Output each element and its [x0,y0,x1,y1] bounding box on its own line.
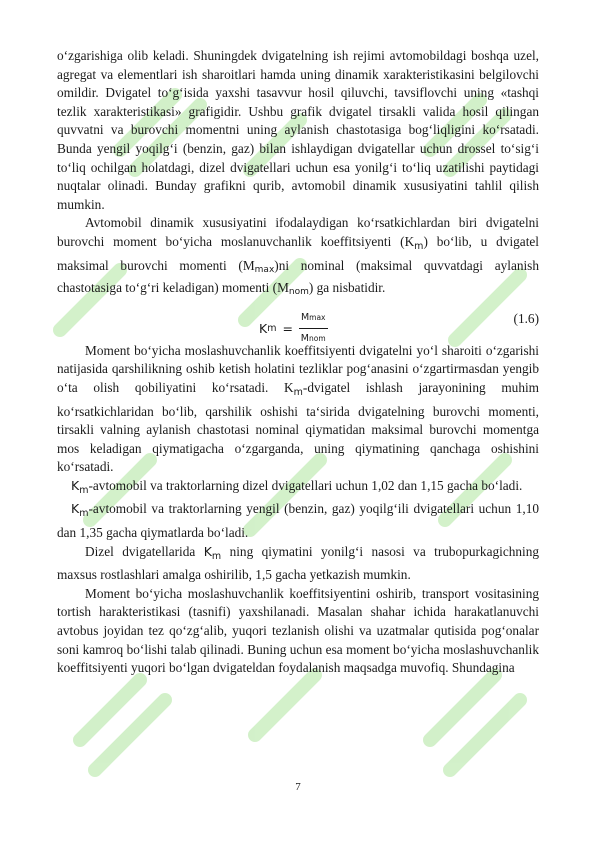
formula-lhs-sub: m [267,322,277,334]
p2-sub-nom: nom [288,287,309,298]
paragraph-1: o‘zgarishiga olib keladi. Shuningdek dvigatelning ish rejimi avtomobildagi boshqa uzel, agregat va elementlari ish sharoitlari hamda uning dinamik xarakteristikasini belgilovchi omildir. Dvigatel to‘g‘isida yaxshi tasavvur hosil qiluvchi, tavsiflovchi uning «tashqi tezlik xarakteristikasi» grafigidir. Ushbu grafik dvigatel tirsakli valida hosil qilingan quvvatni va burovchi momentni uning aylanish chastotasiga bog‘liqligini ko‘rsatadi. Bunda yengil yoqilg‘i (benzin, gaz) bilan ishlaydigan dvigatellar uchun drossel to‘sig‘i to‘liq ochilgan holatdagi, dizel dvigatellari uchun esa yonilg‘i to‘liq uzatilishi paytidagi nuqtalar olinadi. Bunday grafikni qurib, avtomobil dinamik xususiyatini tahlil qilish mumkin. [57,48,539,212]
p2-text-c: )ni nominal (maksimal quvvatdagi aylanish chastotasiga to‘g‘ri keladigan) momenti (M [57,257,540,296]
numerator-symbol: M [300,311,310,323]
p2-text-d: ) ga nisbatidir. [308,280,386,296]
p6-sub-m: m [211,550,222,562]
p2-sub-m: m [414,240,424,252]
paragraph-6 [57,543,539,585]
p6-k: K [203,543,212,559]
formula-1-6 [57,304,539,345]
p6-text-b: ning qiymatini yonilg‘i nasosi va trubopurkagichning maxsus rostlashlari amalga oshirilib, 1,5 gacha yetkazish mumkin. [57,543,540,583]
numerator-sub: max [309,312,326,322]
p5-text: -avtomobil va traktorlarning yengil (benzin, gaz) yoqilg‘ili dvigatellari uchun 1,10 dan 1,35 gacha qiymatlarda bo‘ladi. [57,501,539,541]
equation-number: (1.6) [513,310,539,326]
p2-text-a: Avtomobil dinamik xususiyatini ifodalaydigan ko‘rsatkichlardan biri dvigatelni burovchi moment bo‘yicha moslanuvchanlik koeffitsiyenti (K [57,215,539,249]
paragraph-5 [57,500,539,542]
p3-text-a: Moment bo‘yicha moslashuvchanlik koeffitsiyenti dvigatelni yo‘l sharoiti o‘zgarishi natijasida qarshilikning oshib ketish holatini tezliklar pog‘anasini o‘zgartirmasdan yengib o‘ta olish qobiliyatini ko‘rsatadi. K [57,342,539,395]
page-number: 7 [295,781,301,793]
formula-lhs: K [259,320,268,336]
body-text [57,47,539,678]
p5-k: K [71,501,80,517]
paragraph-3 [57,342,539,477]
formula-equals: = [282,320,293,336]
denominator-sub: nom [309,334,326,344]
paragraph-7: Moment bo‘yicha moslashuvchanlik koeffitsiyentini oshirib, transport vositasining tortish harakteristikasi (tasnifi) yaxshilanadi. Masalan shahar ichida harakatlanuvchi avtobus joyidan tez qo‘zg‘alib, yuqori tezlanish olishi va uzatmalar qutisida pog‘onalar soni kamroq bo‘lishi talab qilinadi. Buning uchun esa moment bo‘yicha moslashuvchanlik koeffitsiyenti yuqori bo‘lgan dvigateldan foydalanish maqsadga muvofiq. Shundagina [57,585,539,676]
formula-fraction [299,309,328,349]
p3-text-b: -dvigatel ishlash jarayonining muhim ko‘rsatkichlaridan bo‘lib, qarshilik oshishi ta‘sirida dvigatelning burovchi momenti, tirsakli valning aylanish chastotasi nominal qiymatidan maksimal burovchi momentga mos keladigan qiymatigacha o‘zgarganda, uning qiymatining qanchaga oshishini ko‘rsatadi. [57,379,540,475]
paragraph-2 [57,214,539,301]
p3-sub-m: m [293,386,303,398]
denominator-symbol: M [300,333,309,345]
p6-text-a: Dizel dvigatellarida [85,543,204,559]
p4-k: K [71,477,80,493]
formula-expression [259,309,328,349]
p4-text: -avtomobil va traktorlarning dizel dvigatellari uchun 1,02 dan 1,15 gacha bo‘ladi. [88,477,523,493]
p2-sub-max: max [254,264,275,275]
p5-sub-m: m [79,508,89,520]
formula-denominator [301,329,326,349]
p2-text-b: ) bo‘lib, u dvigatel maksimal burovchi momenti (M [57,233,539,273]
paragraph-4 [57,477,539,501]
p4-sub-m: m [79,484,89,496]
formula-numerator [299,309,328,330]
